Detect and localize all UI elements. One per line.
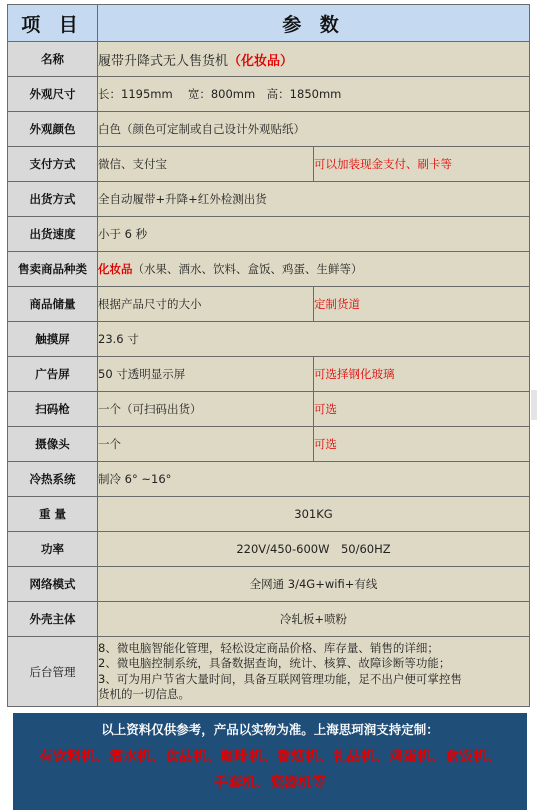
row-label-name: 名称: [8, 42, 98, 77]
product-category: （化妆品）: [228, 53, 294, 69]
table-row: [8, 427, 530, 462]
table-row: [8, 322, 530, 357]
row-value-size: 长：1195mm 宽：800mm 高：1850mm: [98, 77, 530, 112]
row-value-scanner: 一个（可扫码出货）: [98, 392, 314, 427]
machine-type-line: 有饮料机、酒水机、食品机、咖啡机、香烟机、礼品机、鸡蛋机、盒饭机、: [39, 749, 501, 765]
header-param: 参 数: [98, 5, 530, 42]
row-value-network: 全网通 3/4G+wifi+有线: [98, 567, 530, 602]
table-row: [8, 147, 530, 182]
row-value-camera: 一个: [98, 427, 314, 462]
machine-type-line: 手套机、瓷器机等: [214, 775, 326, 791]
table-row: [8, 532, 530, 567]
row-label-touch: 触摸屏: [8, 322, 98, 357]
row-value-power: 220V/450-600W 50/60HZ: [98, 532, 530, 567]
goods-highlight: 化妆品: [98, 262, 133, 276]
table-row: [8, 287, 530, 322]
row-value-weight: 301KG: [98, 497, 530, 532]
row-label-weight: 重 量: [8, 497, 98, 532]
backend-line: 货机的一切信息。: [98, 687, 190, 701]
table-row: [8, 497, 530, 532]
table-row: [8, 42, 530, 77]
table-row: [8, 567, 530, 602]
row-value-speed: 小于 6 秒: [98, 217, 530, 252]
row-label-ad: 广告屏: [8, 357, 98, 392]
row-value-storage: 根据产品尺寸的大小: [98, 287, 314, 322]
row-label-camera: 摄像头: [8, 427, 98, 462]
header-item: 项 目: [8, 5, 98, 42]
row-label-scanner: 扫码枪: [8, 392, 98, 427]
row-label-size: 外观尺寸: [8, 77, 98, 112]
goods-list: （水果、酒水、饮料、盒饭、鸡蛋、生鲜等）: [132, 262, 363, 276]
backend-line: 8、微电脑智能化管理，轻松设定商品价格、库存量、销售的详细；: [98, 640, 439, 655]
machine-type-list: [13, 744, 527, 796]
table-row: [8, 217, 530, 252]
table-row: [8, 462, 530, 497]
backend-line: 2、微电脑控制系统，具备数据查询，统计、核算、故障诊断等功能；: [98, 656, 451, 670]
row-label-storage: 商品储量: [8, 287, 98, 322]
row-value-name: [98, 42, 530, 77]
row-label-payment: 支付方式: [8, 147, 98, 182]
product-name: 履带升降式无人售货机: [98, 53, 229, 69]
row-value-delivery: 全自动履带+升降+红外检测出货: [98, 182, 530, 217]
row-value-color: 白色（颜色可定制或自己设计外观贴纸）: [98, 112, 530, 147]
row-extra-camera: 可选: [314, 427, 530, 462]
row-value-goods: [98, 252, 530, 287]
row-label-delivery: 出货方式: [8, 182, 98, 217]
table-row: [8, 112, 530, 147]
customization-banner: [13, 713, 527, 810]
backend-line: 3、可为用户节省大量时间，具备互联网管理功能，足不出户便可掌控售: [98, 671, 462, 686]
table-row: [8, 392, 530, 427]
disclaimer-note: 以上资料仅供参考，产品以实物为准。上海思珂润支持定制：: [101, 722, 439, 737]
row-label-speed: 出货速度: [8, 217, 98, 252]
table-row: [8, 182, 530, 217]
row-extra-ad: 可选择钢化玻璃: [314, 357, 530, 392]
row-extra-storage: 定制货道: [314, 287, 530, 322]
row-label-goods: 售卖商品种类: [8, 252, 98, 287]
row-value-touch: 23.6 寸: [98, 322, 530, 357]
table-row: [8, 77, 530, 112]
scroll-edge-mark: [531, 390, 537, 420]
row-label-network: 网络模式: [8, 567, 98, 602]
table-row: [8, 252, 530, 287]
table-row: [8, 637, 530, 707]
row-value-ad: 50 寸透明显示屏: [98, 357, 314, 392]
row-extra-payment: 可以加装现金支付、刷卡等: [314, 147, 530, 182]
row-value-backend: [98, 637, 530, 707]
spec-sheet: [7, 4, 529, 707]
spec-table: [7, 4, 530, 707]
row-value-cooling: 制冷 6° ~16°: [98, 462, 530, 497]
table-row: [8, 357, 530, 392]
row-extra-scanner: 可选: [314, 392, 530, 427]
row-label-shell: 外壳主体: [8, 602, 98, 637]
row-label-color: 外观颜色: [8, 112, 98, 147]
row-value-payment: 微信、支付宝: [98, 147, 314, 182]
row-label-power: 功率: [8, 532, 98, 567]
table-header-row: [8, 5, 530, 42]
row-value-shell: 冷轧板+喷粉: [98, 602, 530, 637]
table-row: [8, 602, 530, 637]
row-label-cooling: 冷热系统: [8, 462, 98, 497]
row-label-backend: 后台管理: [8, 637, 98, 707]
